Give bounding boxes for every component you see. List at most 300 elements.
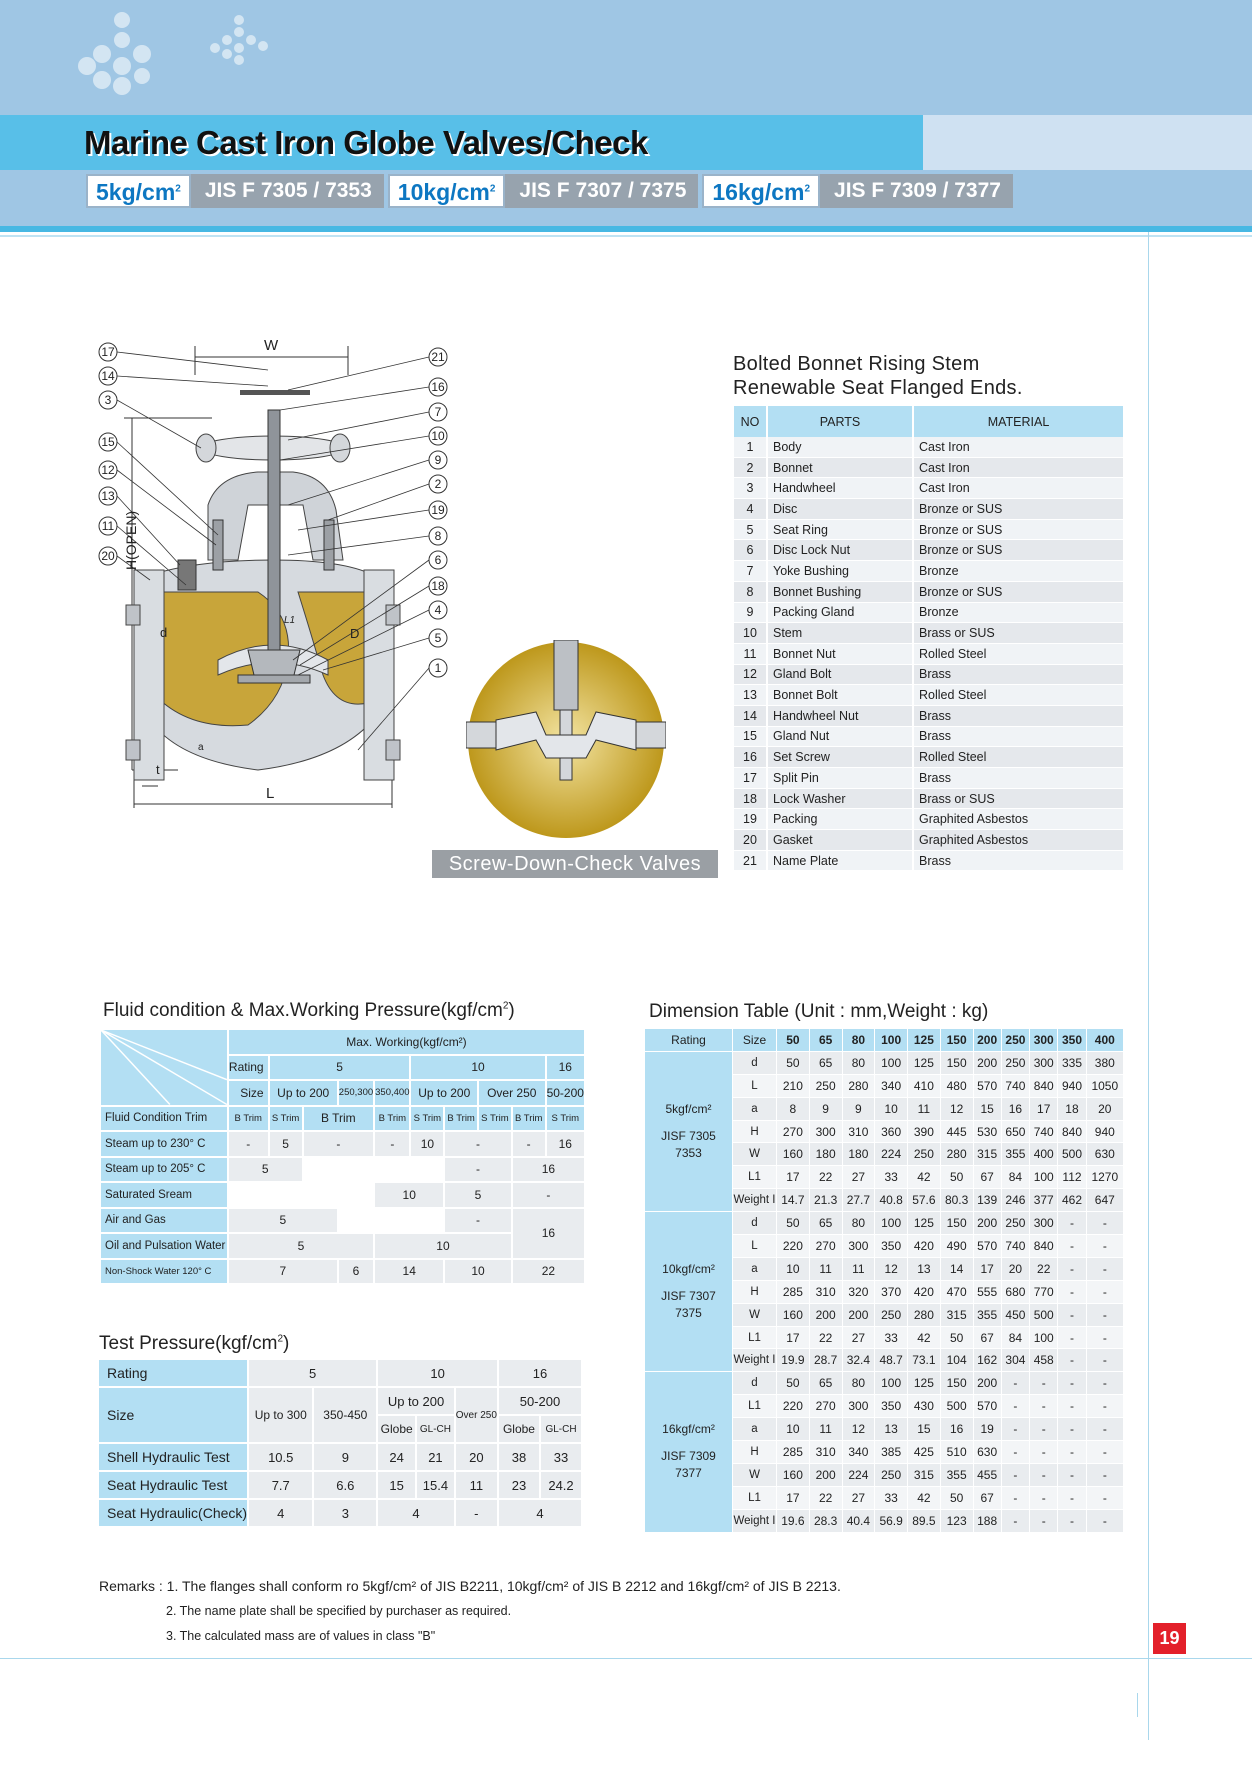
dim-group-jis1: JISF 7309 — [661, 1449, 716, 1464]
dim-value: - — [1058, 1418, 1086, 1441]
test-cell: 6.6 — [314, 1472, 378, 1500]
dim-value: - — [1002, 1372, 1030, 1395]
dim-value: - — [1058, 1464, 1086, 1487]
spec-row — [86, 174, 1017, 208]
dim-value: 840 — [1030, 1075, 1058, 1098]
fluid-size: Up to 200 — [270, 1081, 339, 1107]
dim-value: 13 — [908, 1258, 941, 1281]
test-cell: 7.7 — [249, 1472, 314, 1500]
dim-group-rating: 10kgf/cm² — [662, 1262, 715, 1277]
check-valve-caption: Screw-Down-Check Valves — [432, 850, 718, 878]
dim-value: 8 — [777, 1098, 810, 1121]
dim-value: 310 — [810, 1441, 843, 1464]
spec-sup: 2 — [489, 183, 496, 195]
dim-value: 27.7 — [843, 1189, 876, 1212]
dim-value: 510 — [941, 1441, 974, 1464]
fluid-cell: 5 — [445, 1183, 513, 1209]
dim-label-d-small: d — [160, 625, 168, 640]
parts-row — [734, 437, 1125, 458]
dim-value: 18 — [1058, 1098, 1086, 1121]
dim-value: 450 — [1002, 1304, 1030, 1327]
dim-group-jis2: 7377 — [675, 1466, 702, 1481]
fluid-row-label: Air and Gas — [101, 1209, 229, 1235]
dim-value: 11 — [843, 1258, 876, 1281]
part-material: Rolled Steel — [914, 747, 1125, 768]
dim-value: 380 — [1087, 1052, 1124, 1075]
test-cell: 23 — [499, 1472, 541, 1500]
col-no: NO — [734, 406, 768, 437]
dim-value: 160 — [777, 1464, 810, 1487]
dim-value: - — [1058, 1258, 1086, 1281]
part-number: 4 — [734, 499, 768, 520]
test-size-up-to-200: Up to 200 — [378, 1388, 456, 1416]
fluid-rating-16: 16 — [547, 1056, 586, 1082]
dim-value: 250 — [875, 1304, 908, 1327]
dim-size-col: 300 — [1030, 1029, 1058, 1052]
fluid-size: Over 250 — [479, 1081, 547, 1107]
test-rating-5: 5 — [249, 1360, 378, 1388]
dim-symbol: Weight I — [733, 1510, 777, 1533]
callout-18: 18 — [431, 579, 445, 593]
callout-3: 3 — [104, 393, 112, 407]
part-material: Brass — [914, 706, 1125, 727]
dim-value: 84 — [1002, 1166, 1030, 1189]
dim-value: 300 — [843, 1235, 876, 1258]
fluid-size-label: Size — [229, 1081, 270, 1107]
dim-value: 11 — [810, 1258, 843, 1281]
fluid-row-air-gas — [101, 1209, 586, 1235]
dim-value: - — [1002, 1510, 1030, 1533]
part-number: 19 — [734, 809, 768, 830]
callout-19: 19 — [431, 503, 445, 517]
fluid-rating-10: 10 — [411, 1056, 546, 1082]
fluid-rating-5: 5 — [270, 1056, 412, 1082]
dim-value: 17 — [777, 1166, 810, 1189]
test-cell: 15.4 — [417, 1472, 456, 1500]
dim-size-col: 80 — [843, 1029, 876, 1052]
part-material: Bronze or SUS — [914, 520, 1125, 541]
dim-value: 200 — [974, 1052, 1002, 1075]
diagonal-lines — [101, 1030, 227, 1105]
part-material: Brass or SUS — [914, 623, 1125, 644]
dim-value: 180 — [843, 1143, 876, 1166]
dimension-table-body — [645, 1052, 1124, 1533]
dim-value: 150 — [941, 1372, 974, 1395]
fluid-cell: 5 — [270, 1132, 304, 1158]
dim-value: 350 — [875, 1235, 908, 1258]
dim-rating-group — [645, 1372, 733, 1532]
dim-value: 17 — [777, 1327, 810, 1350]
test-title-sup: 2 — [277, 1333, 283, 1345]
fluid-cell: 10 — [445, 1260, 513, 1286]
dim-symbol: W — [733, 1143, 777, 1166]
remark-2: 2. The name plate shall be specified by purchaser as required. — [166, 1604, 512, 1618]
dim-size-col: 200 — [974, 1029, 1002, 1052]
dim-value: 11 — [908, 1098, 941, 1121]
dim-value: 270 — [810, 1235, 843, 1258]
test-size: Globe — [378, 1416, 417, 1444]
dim-rating-label: Rating — [645, 1029, 733, 1052]
dim-value: 104 — [941, 1349, 974, 1372]
test-cell: 21 — [417, 1444, 456, 1472]
dim-value: 250 — [1002, 1052, 1030, 1075]
test-size: 350-450 — [314, 1388, 378, 1444]
part-number: 14 — [734, 706, 768, 727]
dim-value: - — [1030, 1395, 1058, 1418]
part-material: Brass or SUS — [914, 789, 1125, 810]
part-number: 9 — [734, 603, 768, 624]
dim-value: 210 — [777, 1075, 810, 1098]
part-material: Brass — [914, 768, 1125, 789]
title-bar-extension — [923, 115, 1252, 170]
dim-value: - — [1030, 1464, 1058, 1487]
part-number: 3 — [734, 478, 768, 499]
trim-label: B Trim — [513, 1107, 547, 1133]
test-size: Up to 300 — [249, 1388, 314, 1444]
dim-value: 188 — [974, 1510, 1002, 1533]
fluid-title-end: ) — [508, 1000, 515, 1021]
fluid-row-label: Oil and Pulsation Water — [101, 1234, 229, 1260]
fluid-cell: 16 — [547, 1132, 586, 1158]
dim-value: 125 — [908, 1212, 941, 1235]
dim-value: 123 — [941, 1510, 974, 1533]
globe-valve-cross-section-drawing — [88, 330, 478, 810]
check-valve-detail-circle — [466, 640, 666, 840]
test-rating-10: 10 — [378, 1360, 499, 1388]
dim-value: 100 — [875, 1372, 908, 1395]
part-number: 6 — [734, 540, 768, 561]
dim-value: 20 — [1087, 1098, 1124, 1121]
dim-value: 570 — [974, 1395, 1002, 1418]
fluid-table-title — [103, 1000, 515, 1022]
dim-value: 200 — [843, 1304, 876, 1327]
part-number: 8 — [734, 582, 768, 603]
callout-11: 11 — [101, 519, 115, 533]
part-name: Lock Washer — [768, 789, 914, 810]
dim-group-jis1: JISF 7305 — [661, 1129, 716, 1143]
part-name: Yoke Bushing — [768, 561, 914, 582]
fluid-row-saturated — [101, 1183, 586, 1209]
test-size-16: 50-200 — [499, 1388, 583, 1416]
parts-table-header — [734, 406, 1125, 437]
test-size-label: Size — [99, 1388, 249, 1444]
spec-jis: JIS F 7309 / 7377 — [820, 174, 1013, 208]
dim-value: 50 — [777, 1052, 810, 1075]
test-size: Globe — [499, 1416, 541, 1444]
dim-value: - — [1087, 1372, 1124, 1395]
parts-row — [734, 499, 1125, 520]
parts-row — [734, 747, 1125, 768]
parts-heading — [733, 352, 1023, 400]
fluid-cell: 10 — [375, 1183, 445, 1209]
dim-value: - — [1087, 1258, 1124, 1281]
dim-value: 40.8 — [875, 1189, 908, 1212]
test-cell: 38 — [499, 1444, 541, 1472]
spec-pressure: 10kg/cm — [397, 179, 490, 205]
fluid-blank — [304, 1158, 446, 1184]
part-material: Rolled Steel — [914, 685, 1125, 706]
test-size: GL-CH — [541, 1416, 583, 1444]
dim-value: 250 — [1002, 1212, 1030, 1235]
footer-divider — [0, 1658, 1252, 1659]
test-cell: 4 — [249, 1500, 314, 1528]
dim-label-h-open: H(OPEN) — [123, 510, 139, 570]
part-name: Handwheel — [768, 478, 914, 499]
dim-value: 270 — [777, 1121, 810, 1144]
dim-value: - — [1087, 1487, 1124, 1510]
dim-value: 16 — [941, 1418, 974, 1441]
dim-value: 280 — [908, 1304, 941, 1327]
dim-value: 285 — [777, 1281, 810, 1304]
fluid-blank — [339, 1209, 445, 1235]
parts-row — [734, 685, 1125, 706]
parts-row — [734, 582, 1125, 603]
dim-value: 315 — [908, 1464, 941, 1487]
dim-value: - — [1030, 1372, 1058, 1395]
spec-pressure: 5kg/cm — [96, 179, 176, 205]
dim-value: - — [1087, 1464, 1124, 1487]
part-name: Seat Ring — [768, 520, 914, 541]
dim-value: 150 — [941, 1052, 974, 1075]
fluid-cell: - — [513, 1132, 547, 1158]
part-name: Set Screw — [768, 747, 914, 768]
remarks — [99, 1574, 841, 1649]
test-cell: 33 — [541, 1444, 583, 1472]
part-material: Bronze — [914, 603, 1125, 624]
part-material: Graphited Asbestos — [914, 830, 1125, 851]
dim-value: 940 — [1087, 1121, 1124, 1144]
dim-value: 67 — [974, 1327, 1002, 1350]
dim-value: 490 — [941, 1235, 974, 1258]
dim-value: 15 — [908, 1418, 941, 1441]
fluid-cell: 10 — [375, 1234, 513, 1260]
part-number: 1 — [734, 437, 768, 458]
dim-symbol: H — [733, 1281, 777, 1304]
dim-value: 14.7 — [777, 1189, 810, 1212]
fluid-cell: 5 — [229, 1234, 375, 1260]
dim-value: 9 — [843, 1098, 876, 1121]
dim-value: 500 — [1058, 1143, 1086, 1166]
parts-row — [734, 851, 1125, 872]
dim-value: 315 — [941, 1304, 974, 1327]
fluid-cell: 14 — [375, 1260, 445, 1286]
dim-value: 370 — [875, 1281, 908, 1304]
dim-value: 32.4 — [843, 1349, 876, 1372]
fluid-size: 250,300 — [339, 1081, 375, 1107]
fluid-cell: - — [229, 1132, 270, 1158]
dim-value: 80.3 — [941, 1189, 974, 1212]
dim-value: 220 — [777, 1395, 810, 1418]
dim-value: - — [1058, 1281, 1086, 1304]
fluid-blank — [229, 1183, 375, 1209]
dimension-table-header — [645, 1029, 1124, 1052]
trim-label: S Trim — [479, 1107, 513, 1133]
dim-value: - — [1058, 1510, 1086, 1533]
callout-8: 8 — [434, 529, 442, 543]
fluid-cell: 10 — [411, 1132, 445, 1158]
dim-value: 42 — [908, 1487, 941, 1510]
dim-value: 360 — [875, 1121, 908, 1144]
dim-value: 22 — [810, 1327, 843, 1350]
parts-row — [734, 706, 1125, 727]
dim-size-col: 50 — [777, 1029, 810, 1052]
dim-value: 355 — [974, 1304, 1002, 1327]
test-cell: 3 — [314, 1500, 378, 1528]
dim-value: 480 — [941, 1075, 974, 1098]
part-material: Brass — [914, 727, 1125, 748]
dim-size-col: 100 — [875, 1029, 908, 1052]
dim-symbol: a — [733, 1418, 777, 1441]
trim-label: S Trim — [411, 1107, 445, 1133]
dim-value: 385 — [875, 1441, 908, 1464]
header-divider — [0, 226, 1252, 232]
part-name: Bonnet Nut — [768, 644, 914, 665]
dim-label-t: t — [156, 762, 160, 777]
test-cell: 4 — [378, 1500, 456, 1528]
parts-row — [734, 478, 1125, 499]
dim-value: - — [1087, 1235, 1124, 1258]
parts-row — [734, 809, 1125, 830]
dim-value: 420 — [908, 1281, 941, 1304]
dim-size-col: 125 — [908, 1029, 941, 1052]
part-name: Stem — [768, 623, 914, 644]
fluid-trim-label: Fluid Condition Trim — [101, 1107, 229, 1133]
dim-value: 125 — [908, 1372, 941, 1395]
dim-value: - — [1087, 1395, 1124, 1418]
dim-value: - — [1087, 1441, 1124, 1464]
trim-label: B Trim — [229, 1107, 270, 1133]
fluid-row-steam-230 — [101, 1132, 586, 1158]
dim-value: 17 — [777, 1487, 810, 1510]
spec-10kg — [388, 174, 703, 208]
dim-group-rating: 16kgf/cm² — [662, 1422, 715, 1437]
callout-16: 16 — [431, 380, 445, 394]
part-name: Packing — [768, 809, 914, 830]
parts-row — [734, 540, 1125, 561]
part-name: Packing Gland — [768, 603, 914, 624]
dim-value: 33 — [875, 1327, 908, 1350]
test-row-seat-check — [99, 1500, 583, 1528]
callout-17: 17 — [101, 345, 115, 359]
fluid-row-label: Steam up to 230° C — [101, 1132, 229, 1158]
parts-row — [734, 665, 1125, 686]
dim-value: - — [1058, 1441, 1086, 1464]
test-cell: 15 — [378, 1472, 417, 1500]
dim-symbol: a — [733, 1258, 777, 1281]
part-material: Cast Iron — [914, 458, 1125, 479]
test-title-text: Test Pressure(kgf/cm — [99, 1333, 278, 1354]
dim-value: 57.6 — [908, 1189, 941, 1212]
spec-sup: 2 — [804, 183, 811, 195]
dim-value: - — [1002, 1441, 1030, 1464]
dim-value: 250 — [908, 1143, 941, 1166]
dim-group-jis2: 7353 — [675, 1146, 702, 1160]
part-material: Bronze or SUS — [914, 499, 1125, 520]
dim-value: 100 — [875, 1212, 908, 1235]
dim-value: - — [1002, 1487, 1030, 1510]
dim-symbol: L — [733, 1075, 777, 1098]
dim-value: 740 — [1002, 1075, 1030, 1098]
fluid-cell: - — [513, 1183, 586, 1209]
fluid-row-label: Steam up to 205° C — [101, 1158, 229, 1184]
dim-value: 350 — [875, 1395, 908, 1418]
dim-rating-group — [645, 1212, 733, 1372]
dim-value: 48.7 — [875, 1349, 908, 1372]
dim-value: 1050 — [1087, 1075, 1124, 1098]
dim-value: 445 — [941, 1121, 974, 1144]
col-material: MATERIAL — [914, 406, 1125, 437]
dim-value: 15 — [974, 1098, 1002, 1121]
part-material: Bronze or SUS — [914, 540, 1125, 561]
dim-value: - — [1058, 1395, 1086, 1418]
dim-value: 200 — [974, 1212, 1002, 1235]
dim-label-w: W — [264, 337, 279, 354]
dim-value: 50 — [777, 1212, 810, 1235]
max-working-header: Max. Working(kgf/cm²) — [229, 1030, 586, 1056]
dim-value: 28.3 — [810, 1510, 843, 1533]
dim-value: 630 — [974, 1441, 1002, 1464]
dim-value: 250 — [875, 1464, 908, 1487]
dim-value: 21.3 — [810, 1189, 843, 1212]
part-name: Disc Lock Nut — [768, 540, 914, 561]
page-title: Marine Cast Iron Globe Valves/Check — [84, 124, 648, 161]
part-material: Cast Iron — [914, 437, 1125, 458]
dim-value: 67 — [974, 1487, 1002, 1510]
fluid-cell: - — [445, 1158, 513, 1184]
dim-symbol: W — [733, 1304, 777, 1327]
dim-value: 50 — [777, 1372, 810, 1395]
decorative-dots-logo — [0, 0, 300, 115]
dim-value: - — [1058, 1487, 1086, 1510]
dim-value: 300 — [843, 1395, 876, 1418]
dim-value: 42 — [908, 1327, 941, 1350]
parts-row — [734, 644, 1125, 665]
dim-label-l: L — [266, 785, 275, 802]
fluid-cell: 5 — [229, 1158, 304, 1184]
test-row-shell — [99, 1444, 583, 1472]
dim-symbol: L1 — [733, 1487, 777, 1510]
dim-value: 940 — [1058, 1075, 1086, 1098]
part-number: 16 — [734, 747, 768, 768]
fluid-rating-label: Rating — [229, 1056, 270, 1082]
parts-row — [734, 789, 1125, 810]
parts-row — [734, 520, 1125, 541]
part-name: Bonnet Bushing — [768, 582, 914, 603]
dim-value: 33 — [875, 1166, 908, 1189]
dim-symbol: L1 — [733, 1327, 777, 1350]
parts-row — [734, 561, 1125, 582]
dim-size-label: Size — [733, 1029, 777, 1052]
dim-value: 139 — [974, 1189, 1002, 1212]
callout-2: 2 — [434, 477, 442, 491]
fluid-corner-cell — [101, 1030, 229, 1107]
fluid-title-text: Fluid condition & Max.Working Pressure(kgf/cm — [103, 1000, 503, 1021]
spec-jis: JIS F 7307 / 7375 — [505, 174, 698, 208]
fluid-cell: - — [375, 1132, 411, 1158]
test-pressure-table — [99, 1360, 583, 1528]
part-material: Graphited Asbestos — [914, 809, 1125, 830]
dim-value: 335 — [1058, 1052, 1086, 1075]
dim-value: 340 — [875, 1075, 908, 1098]
callout-7: 7 — [434, 405, 442, 419]
dim-symbol: d — [733, 1212, 777, 1235]
test-cell: 10.5 — [249, 1444, 314, 1472]
dim-value: 65 — [810, 1052, 843, 1075]
dim-label-a: a — [198, 742, 204, 753]
dim-symbol: H — [733, 1121, 777, 1144]
dim-value: 420 — [908, 1235, 941, 1258]
dim-value: 740 — [1002, 1235, 1030, 1258]
